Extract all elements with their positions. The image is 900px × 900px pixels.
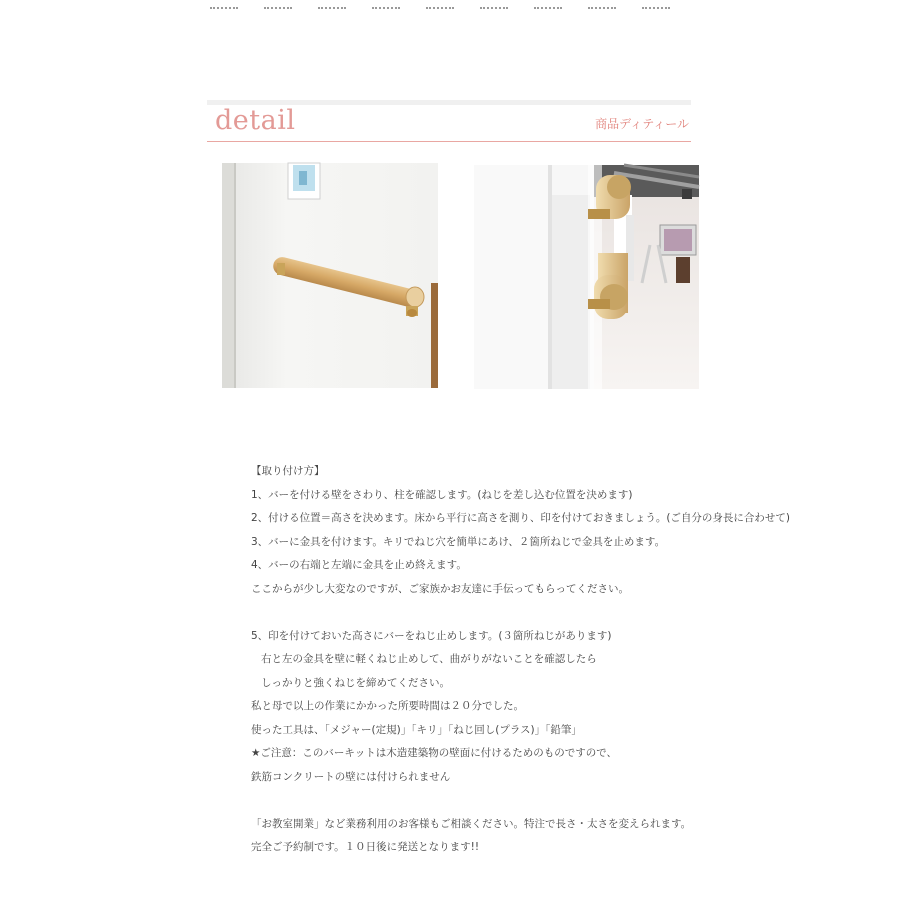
instruction-step-5: 5、印を付けておいた高さにバーをねじ止めします。(３箇所ねじがあります) (251, 629, 612, 642)
spacer (251, 601, 721, 625)
instruction-step-3: 3、バーに金具を付けます。キリでねじ穴を簡単にあけ、２箇所ねじで金具を止めます。 (251, 535, 666, 548)
order-note: 完全ご予約制です。１０日後に発送となります!! (251, 841, 480, 853)
instruction-help-note: ここからが少し大変なのですが、ご家族かお友達に手伝ってもらってください。 (251, 582, 629, 595)
instruction-time-note: 私と母で以上の作業にかかった所要時間は２０分でした。 (251, 700, 524, 712)
section-subtitle: 商品ディティール (595, 117, 689, 131)
instruction-step-4: 4、バーの右端と左端に金具を止め終えます。 (251, 559, 467, 571)
barre-brackets-closeup-photo (474, 165, 699, 389)
detail-section-header (207, 100, 691, 142)
instruction-step-5-detail-2: しっかりと強くねじを締めてください。 (261, 676, 450, 689)
instructions-heading: 【取り付け方】 (251, 465, 325, 477)
wall-mounted-barre-photo (222, 163, 438, 388)
instruction-step-1: 1、バーを付ける壁をさわり、柱を確認します。(ねじを差し込む位置を決めます) (251, 488, 633, 501)
instruction-step-5-detail-1: 右と左の金具を壁に軽くねじ止めして、曲がりがないことを確認したら (261, 653, 597, 665)
business-use-note: 「お教室開業」など業務利用のお客様もご相談ください。特注で長さ・太さを変えられます。 (251, 817, 692, 830)
instruction-caution: ★ご注意：このバーキットは木造建築物の壁面に付けるためのものですので、 (251, 747, 617, 759)
barre-brackets-illustration (474, 165, 699, 389)
instruction-tools-note: 使った工具は、「メジャー(定規)」「キリ」「ねじ回し(プラス)」「鉛筆」 (251, 723, 582, 736)
cropped-previous-text (210, 0, 710, 4)
spacer (251, 789, 721, 813)
installation-instructions (251, 460, 791, 860)
wall-mounted-barre-illustration (222, 163, 438, 388)
instruction-caution-2: 鉄筋コンクリートの壁には付けられません (251, 770, 451, 783)
section-title: detail (215, 105, 296, 136)
instruction-step-2: 2、付ける位置＝高さを決めます。床から平行に高さを測り、印を付けておきましょう。(ご自分の身長に合わせて) (251, 512, 791, 524)
